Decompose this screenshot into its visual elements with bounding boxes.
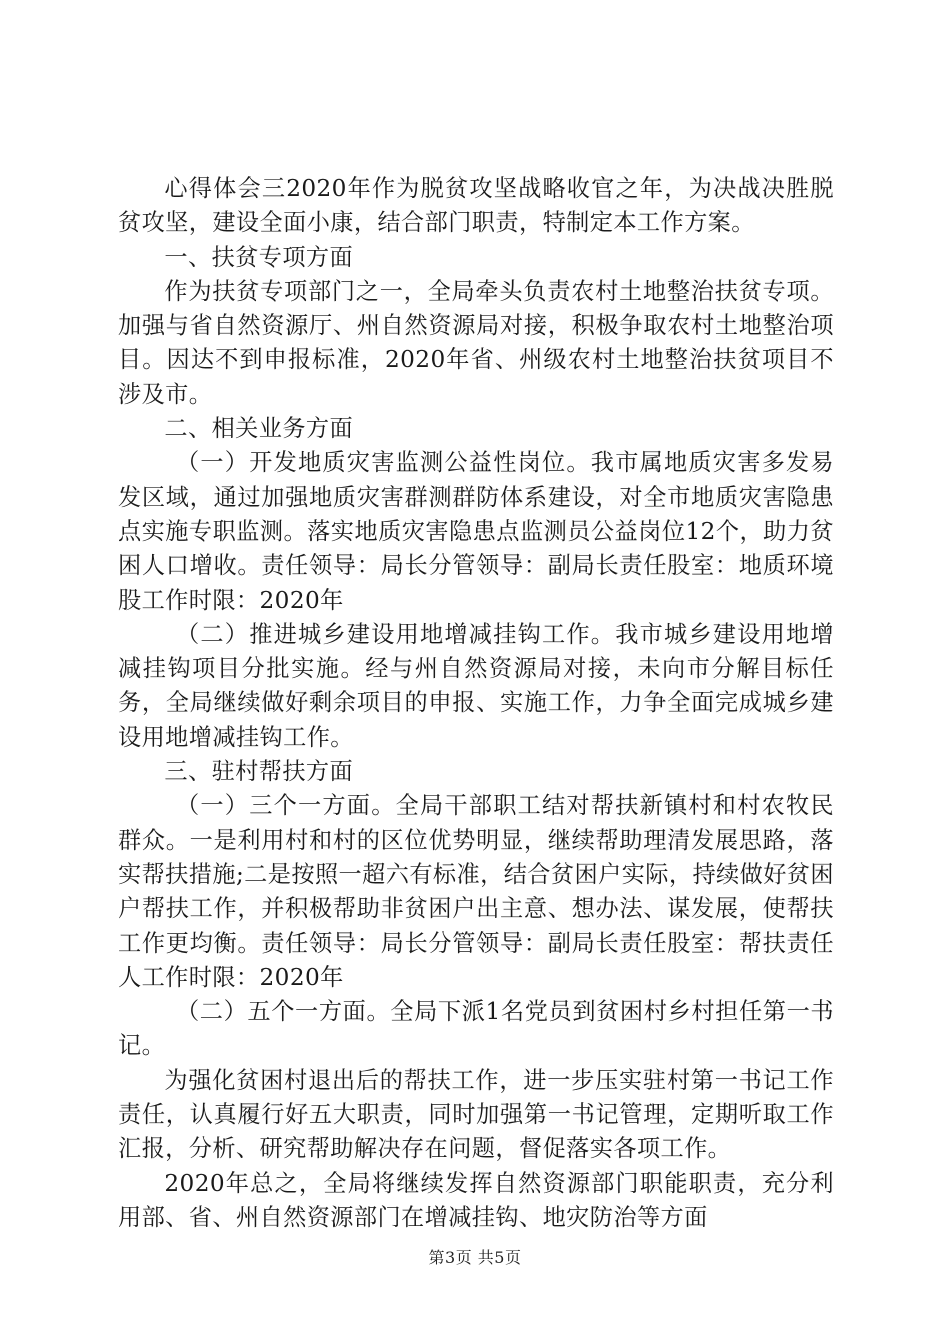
page-number-footer: 第3页 共5页 [428, 1248, 522, 1267]
section-3-paragraph: 为强化贫困村退出后的帮扶工作，进一步压实驻村第一书记工作责任，认真履行好五大职责，同时加强第一书记管理，定期听取工作汇报，分析、研究帮助解决存在问题，督促落实各项工作。 [118, 1066, 834, 1163]
section-2-item-2: （二）推进城乡建设用地增减挂钩工作。我市城乡建设用地增减挂钩项目分批实施。经与州自然资源局对接，未向市分解目标任务，全局继续做好剩余项目的申报、实施工作，力争全面完成城乡建设用地增减挂钩工作。 [118, 620, 834, 751]
intro-paragraph: 心得体会三2020年作为脱贫攻坚战略收官之年，为决战决胜脱贫攻坚，建设全面小康，结合部门职责，特制定本工作方案。 [118, 175, 834, 237]
closing-paragraph: 2020年总之，全局将继续发挥自然资源部门职能职责，充分利用部、省、州自然资源部门在增减挂钩、地灾防治等方面 [118, 1169, 834, 1231]
section-2-item-1: （一）开发地质灾害监测公益性岗位。我市属地质灾害多发易发区域，通过加强地质灾害群测群防体系建设，对全市地质灾害隐患点实施专职监测。落实地质灾害隐患点监测员公益岗位12个，助力贫困人口增收。责任领导：局长分管领导：副局长责任股室：地质环境股工作时限：2020年 [118, 449, 834, 614]
section-heading-3: 三、驻村帮扶方面 [164, 758, 354, 786]
section-1-paragraph: 作为扶贫专项部门之一，全局牵头负责农村土地整治扶贫专项。加强与省自然资源厅、州自然资源局对接，积极争取农村土地整治项目。因达不到申报标准，2020年省、州级农村土地整治扶贫项目不涉及市。 [118, 277, 834, 408]
section-heading-2: 二、相关业务方面 [164, 415, 354, 443]
section-3-item-1: （一）三个一方面。全局干部职工结对帮扶新镇村和村农牧民群众。一是利用村和村的区位优势明显，继续帮助理清发展思路，落实帮扶措施;二是按照一超六有标准，结合贫困户实际，持续做好贫困户帮扶工作，并积极帮助非贫困户出主意、想办法、谋发展，使帮扶工作更均衡。责任领导：局长分管领导：副局长责任股室：帮扶责任人工作时限：2020年 [118, 792, 834, 991]
section-heading-1: 一、扶贫专项方面 [164, 243, 354, 271]
section-3-item-2: （二）五个一方面。全局下派1名党员到贫困村乡村担任第一书记。 [118, 998, 834, 1060]
document-body [118, 172, 834, 1235]
